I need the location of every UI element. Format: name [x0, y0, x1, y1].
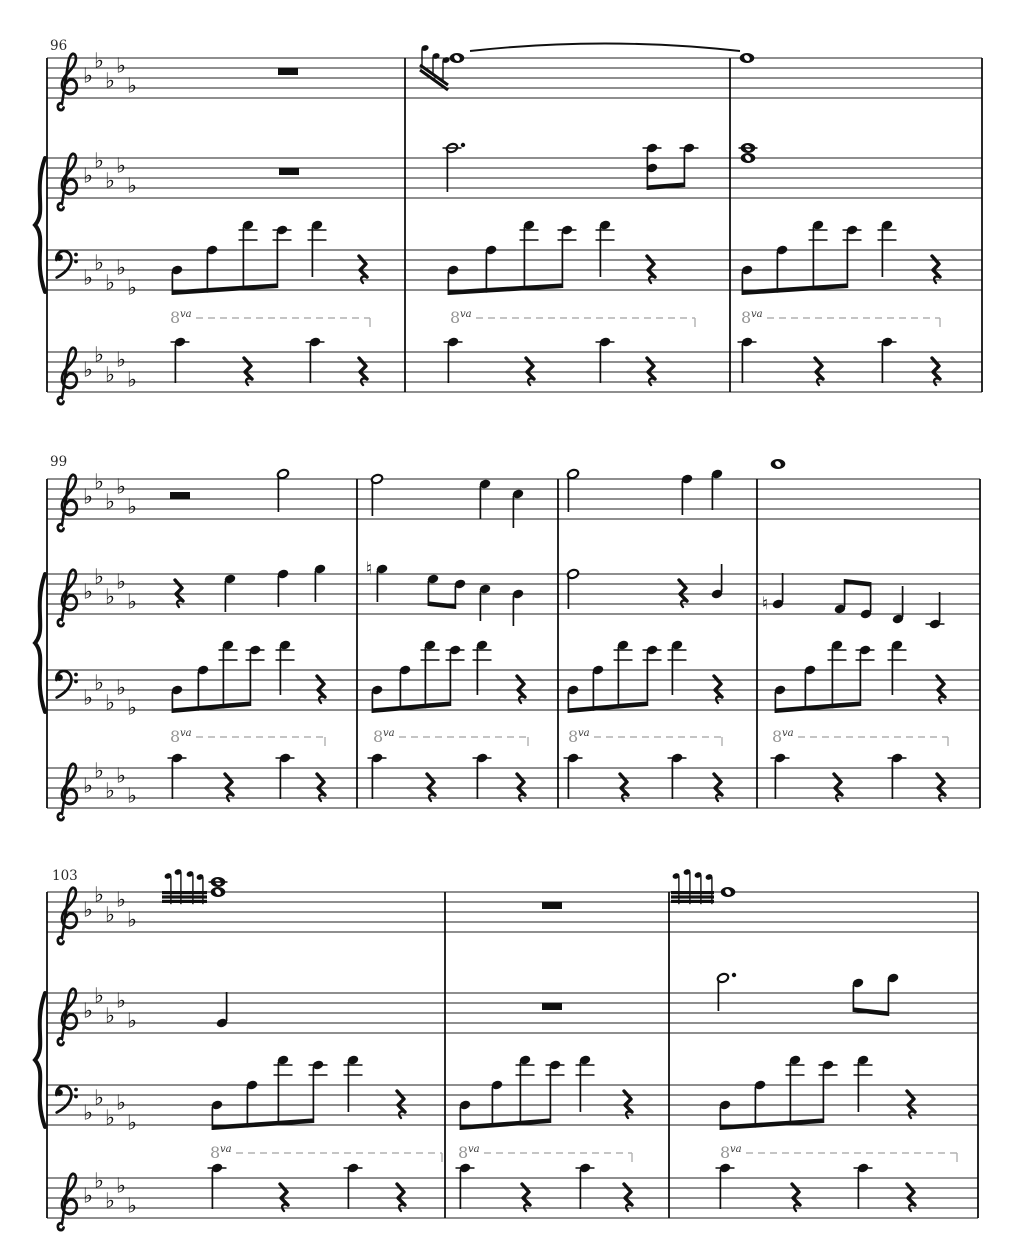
whole-rest [542, 1003, 562, 1010]
measure-number: 99 [50, 454, 68, 470]
ottava-va: va [730, 1144, 742, 1155]
ottava-8: 8 [772, 727, 783, 746]
note [576, 1162, 595, 1209]
note [314, 563, 327, 602]
flat-sign-icon: ♭ [116, 153, 126, 178]
note [668, 639, 687, 695]
flat-sign-icon: ♭ [127, 275, 137, 300]
flat-sign-icon: ♭ [116, 569, 126, 594]
system-96 [35, 38, 982, 404]
flat-sign-icon: ♭ [83, 357, 93, 382]
whole-note-chord [209, 877, 228, 897]
flat-sign-icon: ♭ [83, 265, 93, 290]
flat-sign-icon: ♭ [105, 1188, 115, 1213]
ottava-marking [741, 308, 940, 327]
treble-clef-icon [58, 764, 77, 820]
note [576, 1054, 595, 1112]
note [564, 752, 583, 799]
staff-treble [47, 984, 978, 1046]
beamed-group [567, 639, 662, 713]
ottava-8: 8 [568, 727, 579, 746]
ottava-8: 8 [170, 727, 181, 746]
beamed-group [643, 142, 699, 190]
flat-sign-icon: ♭ [105, 1003, 115, 1028]
note [456, 1162, 475, 1209]
flat-sign-icon: ♭ [83, 685, 93, 710]
natural-sign-icon: ♮ [365, 558, 373, 580]
flat-sign-icon: ♭ [83, 1183, 93, 1208]
note [208, 1162, 227, 1209]
note [277, 568, 290, 607]
note [443, 142, 466, 192]
flat-sign-icon: ♭ [116, 1090, 126, 1115]
treble-clef-icon [58, 54, 77, 110]
note [711, 564, 724, 600]
flat-sign-icon: ♭ [94, 1085, 104, 1110]
note [596, 336, 615, 383]
note [276, 639, 295, 695]
flat-sign-icon: ♭ [94, 882, 104, 907]
flat-sign-icon: ♭ [105, 168, 115, 193]
ottava-va: va [383, 728, 395, 739]
ottava-8: 8 [458, 1143, 469, 1162]
flat-sign-icon: ♭ [83, 897, 93, 922]
flat-sign-icon: ♭ [116, 347, 126, 372]
flat-sign-icon: ♭ [94, 48, 104, 73]
note [473, 639, 492, 695]
bass-clef-icon [56, 251, 78, 278]
ottava-va: va [751, 309, 763, 320]
tremolo-flourish-group [671, 868, 714, 904]
note [512, 588, 525, 626]
flat-sign-icon: ♭ [94, 983, 104, 1008]
flat-sign-icon: ♭ [94, 148, 104, 173]
staff-treble [47, 759, 980, 821]
flat-sign-icon: ♭ [127, 783, 137, 808]
beamed-group [211, 1054, 328, 1130]
ottava-va: va [578, 728, 590, 739]
whole-note [740, 53, 755, 63]
note [771, 752, 790, 799]
note [168, 752, 187, 799]
ottava-marking [450, 308, 695, 327]
flat-sign-icon: ♭ [83, 63, 93, 88]
flat-sign-icon: ♭ [127, 367, 137, 392]
ottava-8: 8 [720, 1143, 731, 1162]
ottava-marking [170, 727, 325, 746]
flat-sign-icon: ♭ [83, 484, 93, 509]
note [224, 573, 237, 612]
tremolo-flourish-group [162, 868, 207, 904]
tie [470, 44, 740, 52]
beamed-group [719, 1054, 838, 1130]
flat-sign-icon: ♭ [116, 474, 126, 499]
flat-sign-icon: ♭ [94, 670, 104, 695]
flat-sign-icon: ♭ [105, 778, 115, 803]
whole-note [450, 53, 465, 63]
note [892, 586, 905, 625]
ottava-marking [170, 308, 370, 327]
note [473, 752, 492, 799]
flat-sign-icon: ♭ [127, 1193, 137, 1218]
note [277, 468, 290, 512]
bass-clef-icon [56, 671, 78, 698]
treble-clef-icon [58, 989, 77, 1045]
whole-note [721, 887, 736, 897]
whole-rest [542, 902, 562, 909]
flat-sign-icon: ♭ [116, 887, 126, 912]
note [344, 1054, 363, 1112]
note [479, 583, 492, 621]
flat-sign-icon: ♭ [127, 907, 137, 932]
whole-rest [279, 168, 299, 175]
system-103 [35, 868, 978, 1230]
note [596, 219, 615, 277]
ottava-marking [373, 727, 528, 746]
ottava-va: va [220, 1144, 232, 1155]
ottava-marking [720, 1143, 957, 1162]
note [512, 488, 525, 528]
measure-number: 96 [50, 38, 68, 54]
note [368, 752, 387, 799]
note [878, 219, 897, 277]
note [344, 1162, 363, 1209]
beamed-group [852, 972, 900, 1016]
flat-sign-icon: ♭ [105, 584, 115, 609]
bass-clef-icon [56, 1086, 78, 1113]
flat-sign-icon: ♭ [116, 675, 126, 700]
flat-sign-icon: ♭ [83, 1100, 93, 1125]
note [888, 639, 907, 695]
note [276, 752, 295, 799]
whole-note [771, 459, 786, 469]
note [216, 992, 229, 1029]
ottava-va: va [468, 1144, 480, 1155]
flat-sign-icon: ♭ [127, 1110, 137, 1135]
note [926, 592, 945, 630]
note [444, 336, 463, 383]
ottava-va: va [180, 728, 192, 739]
ottava-va: va [782, 728, 794, 739]
staff-bass [47, 670, 980, 720]
treble-clef-icon [58, 154, 77, 210]
note [567, 568, 580, 609]
piano-brace [35, 574, 45, 712]
whole-note-chord [739, 143, 758, 163]
beamed-group [741, 219, 862, 295]
flat-sign-icon: ♭ [127, 73, 137, 98]
grace-note-group [420, 44, 450, 90]
flat-sign-icon: ♭ [127, 695, 137, 720]
flat-sign-icon: ♭ [83, 579, 93, 604]
note [717, 972, 737, 1011]
treble-clef-icon [58, 888, 77, 944]
flat-sign-icon: ♭ [127, 173, 137, 198]
staff-treble [47, 343, 982, 405]
flat-sign-icon: ♭ [94, 564, 104, 589]
flat-sign-icon: ♭ [105, 362, 115, 387]
ottava-va: va [460, 309, 472, 320]
beamed-group [447, 219, 577, 295]
note [308, 219, 327, 277]
flat-sign-icon: ♭ [83, 773, 93, 798]
note [668, 752, 687, 799]
note [888, 752, 907, 799]
ottava-8: 8 [210, 1143, 221, 1162]
staff-treble [47, 1169, 978, 1231]
flat-sign-icon: ♭ [127, 1008, 137, 1033]
ottava-marking [568, 727, 722, 746]
ottava-marking [210, 1143, 442, 1162]
ottava-marking [772, 727, 948, 746]
flat-sign-icon: ♭ [116, 1173, 126, 1198]
flat-sign-icon: ♭ [94, 758, 104, 783]
flat-sign-icon: ♭ [105, 270, 115, 295]
flat-sign-icon: ♭ [83, 163, 93, 188]
flat-sign-icon: ♭ [105, 690, 115, 715]
whole-rest [278, 68, 298, 75]
ottava-va: va [180, 309, 192, 320]
half-rest [170, 492, 190, 499]
flat-sign-icon: ♭ [83, 998, 93, 1023]
flat-sign-icon: ♭ [105, 68, 115, 93]
flat-sign-icon: ♭ [116, 988, 126, 1013]
note [738, 336, 757, 383]
treble-clef-icon [58, 475, 77, 531]
note [716, 1162, 735, 1209]
flat-sign-icon: ♭ [127, 589, 137, 614]
piano-brace [35, 993, 45, 1127]
natural-sign-icon: ♮ [761, 593, 769, 615]
staff-treble [47, 49, 982, 111]
flat-sign-icon: ♭ [116, 53, 126, 78]
note [878, 336, 897, 383]
treble-clef-icon [58, 348, 77, 404]
system-99 [35, 454, 980, 820]
ottava-8: 8 [450, 308, 461, 327]
treble-clef-icon [58, 1174, 77, 1230]
staff-bass [47, 1085, 978, 1135]
beamed-group [171, 219, 292, 295]
flat-sign-icon: ♭ [94, 342, 104, 367]
beamed-group [774, 639, 875, 713]
measure-number: 103 [52, 868, 78, 884]
ottava-8: 8 [170, 308, 181, 327]
staff-treble [47, 149, 982, 211]
note [306, 336, 325, 383]
piano-brace [35, 158, 45, 292]
flat-sign-icon: ♭ [94, 250, 104, 275]
flat-sign-icon: ♭ [116, 763, 126, 788]
flat-sign-icon: ♭ [94, 1168, 104, 1193]
treble-clef-icon [58, 570, 77, 626]
ottava-marking [458, 1143, 632, 1162]
beamed-group [171, 639, 265, 713]
beamed-group [371, 639, 465, 713]
note [171, 336, 190, 383]
flat-sign-icon: ♭ [105, 902, 115, 927]
beamed-group [459, 1054, 565, 1130]
ottava-8: 8 [741, 308, 752, 327]
note [371, 473, 384, 516]
flat-sign-icon: ♭ [94, 469, 104, 494]
flat-sign-icon: ♭ [105, 489, 115, 514]
note [854, 1162, 873, 1209]
flat-sign-icon: ♭ [116, 255, 126, 280]
note [366, 559, 389, 603]
flat-sign-icon: ♭ [127, 494, 137, 519]
note [854, 1054, 873, 1112]
flat-sign-icon: ♭ [105, 1105, 115, 1130]
note [567, 468, 580, 512]
ottava-8: 8 [373, 727, 384, 746]
